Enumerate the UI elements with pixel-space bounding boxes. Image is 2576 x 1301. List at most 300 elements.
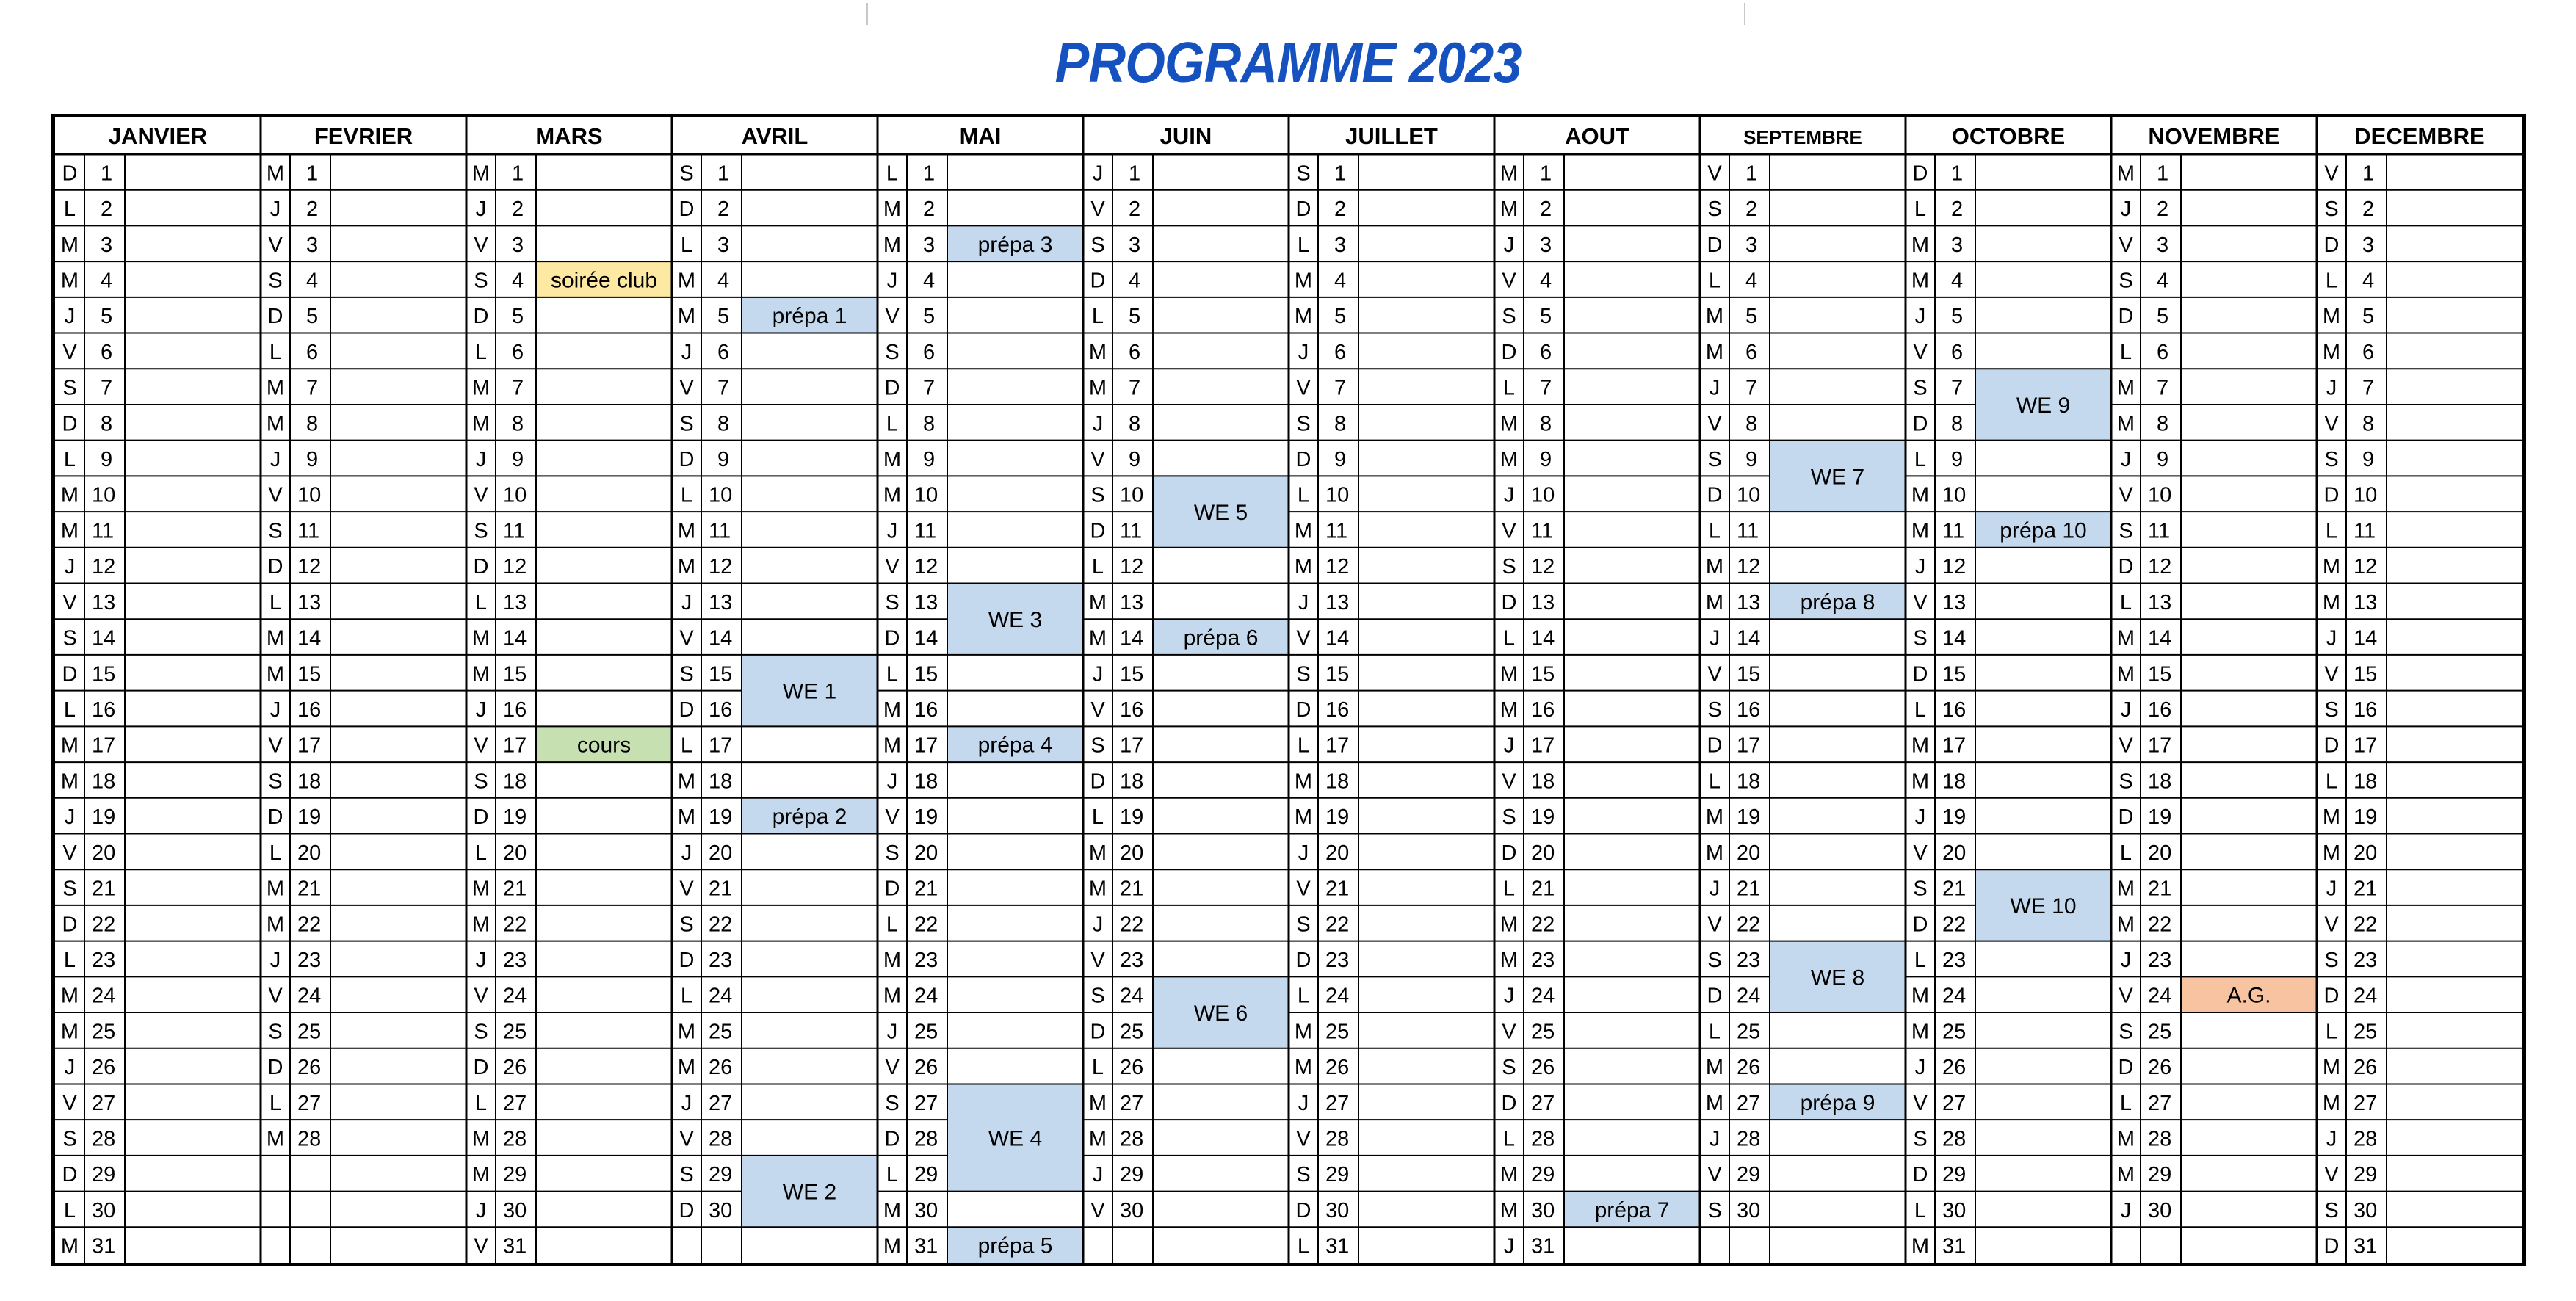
weekday-letter: S [1296,913,1311,937]
weekday-letter: S [1296,662,1311,686]
day-number: 3 [2362,233,2375,257]
day-number: 29 [709,1163,733,1187]
weekday-letter: S [1502,555,1516,579]
day-number: 27 [2148,1091,2172,1115]
day-number: 11 [2354,519,2376,543]
day-number: 13 [1737,590,1761,615]
day-number: 17 [92,733,116,758]
day-number: 8 [512,412,524,436]
weekday-letter: M [2322,555,2341,579]
day-number: 26 [1942,1056,1967,1080]
day-number: 7 [1334,376,1347,400]
day-number: 5 [1951,305,1964,329]
weekday-letter: V [474,1234,488,1258]
weekday-letter: V [474,733,488,758]
day-number: 16 [297,698,322,722]
weekday-letter: L [1091,805,1104,830]
weekday-letter: D [2323,233,2340,257]
day-number: 26 [92,1056,116,1080]
day-number: 25 [92,1020,116,1044]
weekday-letter: M [2116,626,2135,650]
weekday-letter: J [2120,448,2132,472]
day-number: 23 [297,948,322,972]
day-number: 16 [1120,698,1144,722]
day-number: 27 [1737,1091,1761,1115]
day-number: 17 [297,733,322,758]
weekday-letter: J [2120,1198,2132,1222]
weekday-letter: S [2119,269,2133,293]
day-number: 2 [717,197,730,222]
weekday-letter: M [1705,1056,1724,1080]
day-number: 31 [1531,1234,1555,1258]
weekday-letter: V [2324,412,2339,436]
day-number: 3 [1951,233,1964,257]
weekday-letter: V [62,340,77,364]
day-number: 19 [297,805,322,830]
weekday-letter: M [2322,340,2341,364]
day-number: 31 [914,1234,938,1258]
day-number: 27 [92,1091,116,1115]
weekday-letter: L [680,733,693,758]
day-number: 9 [1540,448,1552,472]
day-number: 17 [2354,733,2378,758]
weekday-letter: S [679,162,694,186]
day-number: 13 [297,590,322,615]
day-number: 16 [503,698,527,722]
day-number: 21 [2148,877,2172,901]
weekday-letter: J [269,948,281,972]
day-number: 14 [2354,626,2378,650]
weekday-letter: S [1707,698,1722,722]
day-number: 29 [914,1163,938,1187]
day-number: 3 [1540,233,1552,257]
weekday-letter: J [1709,626,1721,650]
weekday-letter: S [474,769,488,794]
weekday-letter: V [1707,412,1722,436]
weekday-letter: M [471,412,491,436]
weekday-letter: V [2324,1163,2339,1187]
weekday-letter: M [266,376,285,400]
month-header: NOVEMBRE [2148,123,2280,149]
weekday-letter: J [886,769,898,794]
weekday-letter: M [1088,376,1107,400]
weekday-letter: M [1911,769,1930,794]
day-number: 6 [512,340,524,364]
weekday-letter: S [1090,733,1105,758]
day-number: 5 [512,305,524,329]
weekday-letter: L [886,1163,899,1187]
day-number: 16 [92,698,116,722]
day-number: 9 [306,448,319,472]
day-number: 18 [2148,769,2172,794]
weekday-letter: M [1499,1198,1519,1222]
weekday-letter: L [886,412,899,436]
day-number: 1 [306,162,319,186]
event-label: prépa 4 [977,733,1053,758]
day-number: 24 [2148,984,2172,1008]
weekday-letter: V [474,483,488,507]
weekday-letter: S [2324,698,2339,722]
weekday-letter: V [1090,448,1105,472]
day-number: 1 [1334,162,1347,186]
day-number: 5 [2362,305,2375,329]
month-header: FEVRIER [314,123,413,149]
day-number: 12 [503,555,527,579]
day-number: 13 [1531,590,1555,615]
day-number: 11 [2148,519,2171,543]
weekday-letter: J [2326,376,2337,400]
month-header: OCTOBRE [1951,123,2066,149]
day-number: 25 [297,1020,322,1044]
weekday-letter: V [2119,984,2133,1008]
weekday-letter: J [886,519,898,543]
day-number: 11 [503,519,526,543]
day-number: 12 [2354,555,2378,579]
weekday-letter: L [2119,1091,2132,1115]
day-number: 6 [2362,340,2375,364]
day-number: 17 [914,733,938,758]
day-number: 2 [1745,197,1758,222]
weekday-letter: J [269,197,281,222]
day-number: 25 [1942,1020,1967,1044]
weekday-letter: D [473,805,489,830]
weekday-letter: L [1091,305,1104,329]
weekday-letter: S [474,1020,488,1044]
day-number: 1 [717,162,730,186]
day-number: 14 [1942,626,1967,650]
weekday-letter: J [1503,233,1515,257]
day-number: 30 [1325,1198,1350,1222]
day-number: 29 [1531,1163,1555,1187]
day-number: 24 [297,984,322,1008]
day-number: 5 [1334,305,1347,329]
day-number: 9 [923,448,936,472]
weekday-letter: V [885,555,900,579]
day-number: 9 [1951,448,1964,472]
weekday-letter: M [2322,590,2341,615]
weekday-letter: V [1296,877,1311,901]
weekday-letter: L [1297,984,1310,1008]
day-number: 12 [709,555,733,579]
day-number: 1 [512,162,524,186]
day-number: 20 [2354,841,2378,865]
weekday-letter: L [2325,519,2338,543]
day-number: 21 [297,877,322,901]
day-number: 8 [1951,412,1964,436]
weekday-letter: M [677,1056,696,1080]
day-number: 1 [923,162,936,186]
day-number: 30 [2354,1198,2378,1222]
weekday-letter: L [2325,769,2338,794]
weekday-letter: M [60,769,79,794]
day-number: 2 [512,197,524,222]
day-number: 10 [1531,483,1555,507]
weekday-letter: S [2119,769,2133,794]
day-number: 19 [709,805,733,830]
day-number: 24 [92,984,116,1008]
weekday-letter: M [883,733,902,758]
weekday-letter: M [883,197,902,222]
day-number: 16 [1531,698,1555,722]
day-number: 19 [92,805,116,830]
day-number: 20 [1737,841,1761,865]
weekday-letter: L [63,1198,76,1222]
day-number: 3 [1745,233,1758,257]
weekday-letter: M [1499,448,1519,472]
day-number: 8 [717,412,730,436]
day-number: 28 [2148,1127,2172,1151]
weekday-letter: D [473,1056,489,1080]
weekday-letter: J [2120,698,2132,722]
weekday-letter: M [1294,269,1313,293]
weekday-letter: M [1294,555,1313,579]
weekday-letter: L [63,197,76,222]
day-number: 24 [1942,984,1967,1008]
day-number: 5 [2157,305,2169,329]
day-number: 25 [1325,1020,1350,1044]
day-number: 30 [1531,1198,1555,1222]
weekday-letter: D [267,555,283,579]
weekday-letter: M [1088,877,1107,901]
weekday-letter: M [1911,984,1930,1008]
weekday-letter: L [63,448,76,472]
day-number: 10 [2354,483,2378,507]
weekday-letter: M [1911,269,1930,293]
day-number: 16 [2354,698,2378,722]
weekday-letter: J [475,1198,487,1222]
weekday-letter: L [269,340,282,364]
day-number: 10 [2148,483,2172,507]
event-label: WE 9 [2016,393,2071,418]
weekday-letter: M [1705,555,1724,579]
weekday-letter: J [1914,1056,1926,1080]
weekday-letter: L [1502,877,1516,901]
day-number: 18 [1737,769,1761,794]
weekday-letter: M [266,662,285,686]
weekday-letter: S [2119,519,2133,543]
day-number: 5 [1540,305,1552,329]
day-number: 21 [503,877,527,901]
day-number: 25 [1531,1020,1555,1044]
weekday-letter: S [1913,1127,1928,1151]
weekday-letter: L [1502,1127,1516,1151]
day-number: 2 [101,197,113,222]
day-number: 20 [709,841,733,865]
weekday-letter: D [1707,233,1723,257]
weekday-letter: M [471,1127,491,1151]
weekday-letter: M [471,626,491,650]
weekday-letter: S [268,269,283,293]
day-number: 1 [101,162,113,186]
day-number: 19 [1531,805,1555,830]
day-number: 23 [1942,948,1967,972]
day-number: 12 [914,555,938,579]
day-number: 30 [914,1198,938,1222]
weekday-letter: V [679,877,694,901]
event-label: prépa 1 [772,304,847,329]
weekday-letter: M [1294,1020,1313,1044]
day-number: 8 [1334,412,1347,436]
weekday-letter: V [1913,590,1928,615]
weekday-letter: M [883,233,902,257]
weekday-letter: L [1297,1234,1310,1258]
weekday-letter: J [475,948,487,972]
weekday-letter: M [1705,841,1724,865]
day-number: 18 [1325,769,1350,794]
day-number: 1 [1129,162,1141,186]
day-number: 6 [1334,340,1347,364]
weekday-letter: M [266,626,285,650]
day-number: 27 [1942,1091,1967,1115]
day-number: 5 [1129,305,1141,329]
day-number: 25 [2354,1020,2378,1044]
day-number: 10 [709,483,733,507]
day-number: 30 [1737,1198,1761,1222]
weekday-letter: M [2116,412,2135,436]
weekday-letter: L [1708,519,1721,543]
day-number: 20 [914,841,938,865]
day-number: 10 [503,483,527,507]
weekday-letter: V [2119,483,2133,507]
weekday-letter: J [1298,590,1309,615]
day-number: 12 [1942,555,1967,579]
weekday-letter: M [1294,769,1313,794]
event-label: WE 4 [988,1126,1043,1151]
day-number: 7 [1129,376,1141,400]
weekday-letter: L [1914,698,1927,722]
weekday-letter: M [2116,877,2135,901]
day-number: 28 [2354,1127,2378,1151]
day-number: 18 [92,769,116,794]
weekday-letter: J [475,448,487,472]
day-number: 26 [914,1056,938,1080]
day-number: 28 [92,1127,116,1151]
weekday-letter: S [1502,305,1516,329]
weekday-letter: V [1502,269,1516,293]
day-number: 1 [2157,162,2169,186]
weekday-letter: M [1499,197,1519,222]
day-number: 20 [297,841,322,865]
day-number: 12 [1325,555,1350,579]
day-number: 10 [914,483,938,507]
day-number: 5 [923,305,936,329]
day-number: 30 [1942,1198,1967,1222]
weekday-letter: D [1295,1198,1311,1222]
year-calendar [51,114,2526,1266]
event-label: cours [576,733,632,758]
day-number: 9 [2362,448,2375,472]
day-number: 24 [1737,984,1761,1008]
day-number: 7 [2362,376,2375,400]
weekday-letter: L [269,1091,282,1115]
weekday-letter: M [471,162,491,186]
month-header: AOUT [1565,123,1629,149]
weekday-letter: D [884,376,900,400]
weekday-letter: V [474,984,488,1008]
day-number: 6 [1951,340,1964,364]
weekday-letter: J [475,698,487,722]
day-number: 21 [1942,877,1967,901]
weekday-letter: M [1499,1163,1519,1187]
day-number: 24 [1120,984,1144,1008]
weekday-letter: L [63,698,76,722]
weekday-letter: D [1090,1020,1106,1044]
day-number: 20 [1325,841,1350,865]
weekday-letter: M [60,483,79,507]
weekday-letter: D [679,448,695,472]
day-number: 14 [92,626,116,650]
weekday-letter: M [266,412,285,436]
weekday-letter: S [1090,483,1105,507]
weekday-letter: M [1705,340,1724,364]
month-header: JANVIER [108,123,208,149]
weekday-letter: L [1914,1198,1927,1222]
day-number: 14 [914,626,938,650]
weekday-letter: L [886,662,899,686]
day-number: 18 [2354,769,2378,794]
day-number: 31 [92,1234,116,1258]
day-number: 19 [2354,805,2378,830]
weekday-letter: J [64,555,76,579]
weekday-letter: L [2325,269,2338,293]
weekday-letter: D [679,197,695,222]
weekday-letter: S [1296,162,1311,186]
weekday-letter: V [62,590,77,615]
weekday-letter: V [1913,1091,1928,1115]
day-number: 25 [914,1020,938,1044]
day-number: 19 [2148,805,2172,830]
day-number: 14 [2148,626,2172,650]
weekday-letter: D [473,305,489,329]
event-label: prépa 3 [977,232,1053,257]
day-number: 17 [1737,733,1761,758]
weekday-letter: L [1708,269,1721,293]
weekday-letter: L [1091,1056,1104,1080]
weekday-letter: L [1708,769,1721,794]
weekday-letter: V [2119,733,2133,758]
day-number: 2 [2157,197,2169,222]
day-number: 13 [1120,590,1144,615]
day-number: 7 [2157,376,2169,400]
weekday-letter: V [679,626,694,650]
day-number: 6 [2157,340,2169,364]
weekday-letter: S [1090,984,1105,1008]
day-number: 24 [914,984,938,1008]
weekday-letter: S [268,1020,283,1044]
weekday-letter: V [1707,1163,1722,1187]
event-label: soirée club [550,268,658,293]
day-number: 22 [709,913,733,937]
weekday-letter: D [1295,448,1311,472]
weekday-letter: D [679,1198,695,1222]
day-number: 15 [914,662,938,686]
weekday-letter: J [886,269,898,293]
weekday-letter: M [471,877,491,901]
weekday-letter: D [1501,590,1517,615]
weekday-letter: V [1090,197,1105,222]
weekday-letter: M [2116,662,2135,686]
day-number: 24 [503,984,527,1008]
day-number: 13 [1942,590,1967,615]
weekday-letter: L [1914,448,1927,472]
day-number: 30 [709,1198,733,1222]
weekday-letter: D [884,626,900,650]
weekday-letter: J [681,590,692,615]
day-number: 20 [1942,841,1967,865]
weekday-letter: J [1298,340,1309,364]
month-header: MARS [535,123,603,149]
weekday-letter: D [1912,913,1928,937]
